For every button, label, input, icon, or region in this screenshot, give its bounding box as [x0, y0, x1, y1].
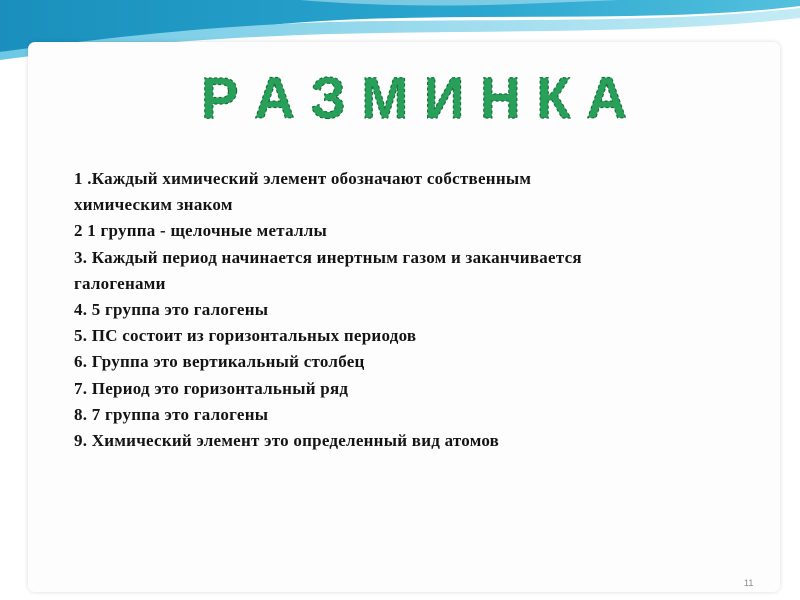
list-item: галогенами: [74, 273, 166, 293]
list-item: 7. Период это горизонтальный ряд: [74, 378, 349, 398]
slide-title-text: Р А З М И Н К А: [201, 66, 627, 131]
list-item: 6. Группа это вертикальный столбец: [74, 352, 365, 372]
list-item: 1 .Каждый химический элемент обозначают собственным: [74, 169, 532, 188]
list-item: 8. 7 группа это галогены: [74, 404, 269, 424]
slide-title: [194, 64, 634, 134]
list-item: 3. Каждый период начинается инертным газом и заканчивается: [74, 247, 582, 267]
list-item: 4. 5 группа это галогены: [74, 300, 269, 320]
list-item: химическим знаком: [74, 195, 233, 215]
slide-title-art: [194, 64, 634, 134]
statement-list: [74, 166, 754, 454]
list-item: 5. ПС состоит из горизонтальных периодов: [74, 326, 417, 346]
list-item: 2 1 группа - щелочные металлы: [74, 221, 328, 241]
list-item: 9. Химический элемент это определенный вид атомов: [74, 431, 500, 451]
page-number: 11: [744, 578, 754, 588]
